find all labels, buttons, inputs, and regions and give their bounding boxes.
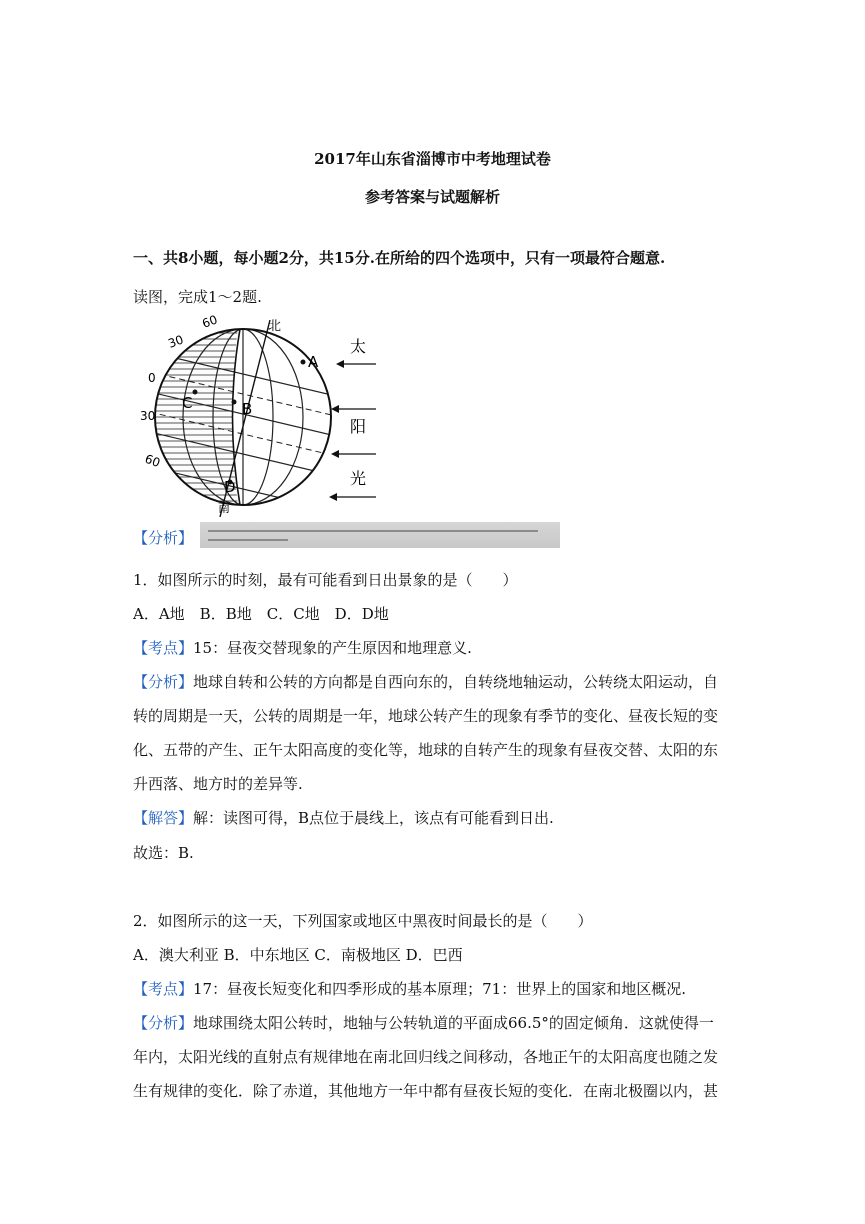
q1-fenxi-line-2: 转的周期是一天，公转的周期是一年，地球公转产生的现象有季节的变化、昼夜长短的变 bbox=[133, 707, 719, 725]
globe-figure bbox=[140, 312, 380, 522]
q2-fenxi-line-1 bbox=[133, 1012, 733, 1033]
fenxi-tag: 【分析】 bbox=[133, 529, 194, 547]
q1-fenxi-line-3: 化、五带的产生、正午太阳高度的变化等，地球的自转产生的现象有昼夜交替、太阳的东 bbox=[133, 741, 719, 759]
point-a-label: A bbox=[308, 353, 319, 371]
q2-kaodian-tag: 【考点】 bbox=[133, 980, 194, 998]
q1-options: A．A地 B．B地 C．C地 D．D地 bbox=[133, 605, 389, 623]
q1-jieda-tag: 【解答】 bbox=[133, 809, 194, 827]
q1-answer: 故选：B. bbox=[133, 844, 194, 862]
q2-fenxi-line-2: 年内，太阳光线的直射点有规律地在南北回归线之间移动，各地正午的太阳高度也随之发 bbox=[133, 1048, 719, 1066]
q1-kaodian bbox=[133, 637, 733, 658]
q1-fenxi-line-4: 升西落、地方时的差异等. bbox=[133, 775, 303, 793]
point-c-label: C bbox=[182, 394, 193, 412]
lat-label-0: 0 bbox=[148, 371, 156, 385]
lat-label-60s: 60 bbox=[142, 451, 163, 471]
sun-char-tai: 太 bbox=[350, 337, 367, 356]
section-heading: 一、共8小题，每小题2分，共15分.在所给的四个选项中，只有一项最符合题意. bbox=[133, 249, 666, 267]
south-label: 南 bbox=[218, 501, 231, 515]
q2-fenxi-text-1: 地球围绕太阳公转时，地轴与公转轨道的平面成66.5°的固定倾角．这就使得一 bbox=[193, 1014, 714, 1032]
q1-kaodian-text: 15：昼夜交替现象的产生原因和地理意义. bbox=[193, 639, 472, 657]
q1-question: 1．如图所示的时刻，最有可能看到日出景象的是（ ） bbox=[133, 571, 518, 589]
page-title: 2017年山东省淄博市中考地理试卷 bbox=[314, 150, 551, 168]
q2-kaodian-text: 17：昼夜长短变化和四季形成的基本原理；71：世界上的国家和地区概况. bbox=[193, 980, 686, 998]
point-d-label: D bbox=[224, 478, 236, 496]
q1-fenxi-text-1: 地球自转和公转的方向都是自西向东的，自转绕地轴运动，公转绕太阳运动，自 bbox=[193, 673, 719, 691]
north-label: 北 bbox=[268, 319, 282, 334]
q2-kaodian bbox=[133, 978, 733, 999]
scanned-text-strip bbox=[200, 522, 560, 548]
section-intro: 读图，完成1～2题. bbox=[133, 288, 262, 306]
sun-char-guang: 光 bbox=[350, 469, 367, 488]
q1-kaodian-tag: 【考点】 bbox=[133, 639, 194, 657]
q2-fenxi-tag: 【分析】 bbox=[133, 1014, 194, 1032]
page-subtitle: 参考答案与试题解析 bbox=[364, 188, 500, 206]
q1-jieda bbox=[133, 807, 733, 828]
lat-label-30s: 30 bbox=[140, 409, 156, 423]
q2-question: 2．如图所示的这一天，下列国家或地区中黑夜时间最长的是（ ） bbox=[133, 912, 593, 930]
q1-jieda-text: 解：读图可得，B点位于晨线上，该点有可能看到日出. bbox=[193, 809, 554, 827]
lat-label-60n: 60 bbox=[200, 312, 220, 331]
q2-options: A．澳大利亚 B．中东地区 C．南极地区 D．巴西 bbox=[133, 946, 463, 964]
sun-char-yang: 阳 bbox=[350, 417, 367, 436]
q1-fenxi-tag: 【分析】 bbox=[133, 673, 194, 691]
q1-fenxi-line-1 bbox=[133, 671, 733, 692]
lat-label-30n: 30 bbox=[166, 332, 186, 351]
q2-fenxi-line-3: 生有规律的变化．除了赤道，其他地方一年中都有昼夜长短的变化．在南北极圈以内，甚 bbox=[133, 1082, 719, 1100]
point-b-label: B bbox=[242, 400, 253, 418]
